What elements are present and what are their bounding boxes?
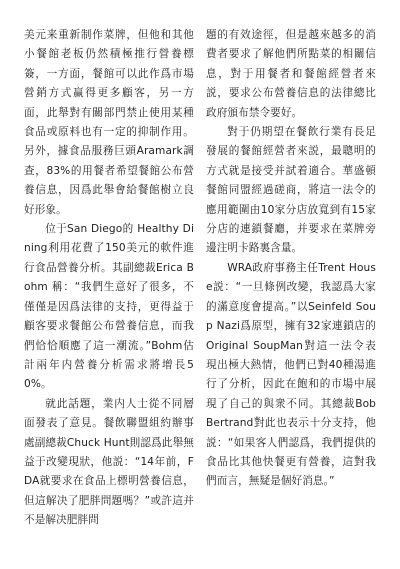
paragraph-right-1: 題的有效途徑，但是越來越多的消費者要求了解他們所點菜的相關信息，對于用餐者和餐館經營者來説，要求公布營養信息的法律總比政府頒布禁令要好。 <box>206 29 376 119</box>
paragraph-left-1: 美元来重新制作菜牌，但他和其他小餐館老板仍然積極推行營養標簽，一方面，餐館可以此作爲市場營銷方式赢得更多顧客，另一方面，此舉對有關部門禁止使用某種食品或原料也有一定的抑制作用。另外，據食品服務巨頭Aramark調查，83%的用餐者希望餐館公布營養信息，因爲此舉會給餐館樹立良好形象。 <box>24 29 194 216</box>
paragraph-left-3: 就此話題，業内人士從不同層面發表了意見。餐飲聯盟組約辦事處副總裁Chuck Hunt則認爲此舉無益于改變現狀，他説：“14年前，FDA就要求在食品上標明營養信息，但這解决了肥胖問題嗎？”或許這并不是解决肥胖問 <box>24 397 194 527</box>
right-column <box>206 26 376 569</box>
paragraph-left-2: 位于San Diego的 Healthy Dining利用花費了150美元的軟件進行食品營養分析。其副總裁Erica Bohm 稱：“我們生意好了很多，不僅僅是因爲法律的支持，更得益于顧客要求餐館公布營養信息，而我們恰恰順應了這一潮流。”Bohm估計兩年内營養分析需求將增長50%。 <box>24 223 194 391</box>
paragraph-right-2: 對于仍期望在餐飲行業有長足發展的餐館經營者來説，最聰明的方式就是接受并試着適合。華盛頓餐館同盟經過磋商，將這一法令的應用範圍由10家分店放寬到有15家分店的連鎖餐廳，并要求在菜牌旁邊注明卡路裏含量。 <box>206 126 376 255</box>
left-column <box>24 26 194 569</box>
paragraph-right-3: WRA政府事務主任Trent House説：“一旦條例改變，我認爲大家的滿意度會提高。”以Seinfeld Soup Nazi爲原型，擁有32家連鎖店的Original SoupMan對這一法令表現出極大熱情，他們已對40種湯進行了分析，因此在飽和的市場中展現了自己的與衆不同。其總裁Bob Bertrand對此也表示十分支持，他説：“如果客人們認爲，我們提供的食品比其他快餐更有營養，這對我們而言，無疑是個好消息。” <box>206 261 376 488</box>
